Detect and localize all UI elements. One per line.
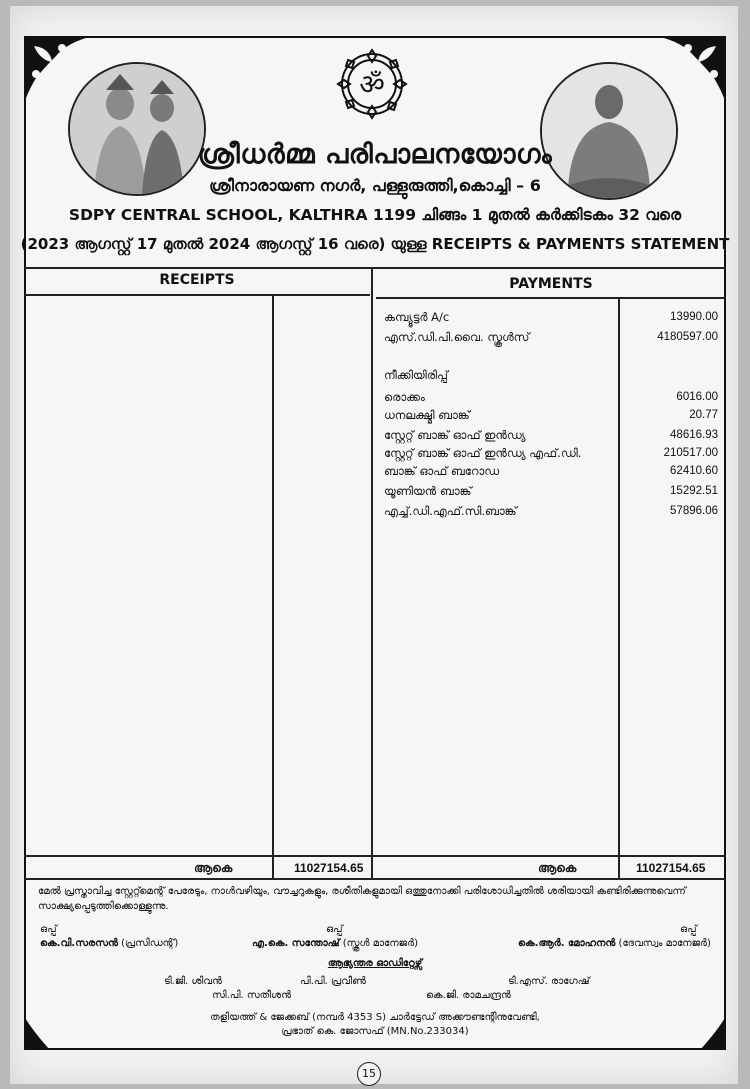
payment-row — [384, 368, 720, 386]
auditor-name: സി.പി. സതീശൻ — [212, 990, 292, 1001]
signature-mark: ഒപ്പ് — [680, 924, 697, 935]
payment-row — [384, 428, 720, 446]
signatory-president — [40, 938, 178, 949]
receipts-header-rule — [24, 294, 370, 296]
signatory-name: കെ.വി.സരസൻ — [40, 938, 118, 949]
payment-row — [384, 484, 720, 502]
payment-amount: 20.77 — [689, 409, 718, 421]
certification-text: മേൽ പ്രസ്താവിച്ച സ്റ്റേറ്റ്മെന്റ് പേരേടും, നാൾവഴിയും, വൗച്ചറുകളും, രശീതികളുമായി ഒത്തുനോക്കി പരിശോധിച്ചതിൽ ശരിയായി കണ്ടിരിക്കുന്നുവെന്ന് സാക്ഷ്യപ്പെടുത്തിക്കൊള്ളുന്നു. — [38, 886, 686, 912]
signature-mark: ഒപ്പ് — [326, 924, 343, 935]
receipts-total-label: ആകെ — [194, 861, 233, 875]
payment-amount: 62410.60 — [670, 465, 718, 477]
receipts-amount-divider — [272, 295, 274, 879]
payment-label: യൂണിയൻ ബാങ്ക് — [384, 484, 472, 498]
auditor-name: ടി.ജി. ശിവൻ — [164, 976, 222, 987]
om-emblem-icon — [332, 44, 412, 124]
internal-auditors-title: ആഭ്യന്തര ഓഡിറ്റേഴ്സ് — [327, 958, 423, 969]
payment-amount: 4180597.00 — [657, 331, 718, 343]
payment-label: സ്റ്റേറ്റ് ബാങ്ക് ഓഫ് ഇൻഡ്യ എഫ്.ഡി. — [384, 446, 582, 460]
payment-amount: 13990.00 — [670, 311, 718, 323]
payment-row — [384, 390, 720, 408]
table-top-rule — [24, 267, 726, 269]
statement-title-line-2: (2023 ആഗസ്റ്റ് 17 മുതൽ 2024 ആഗസ്റ്റ് 16 വരെ) യുള്ള RECEIPTS & PAYMENTS STATEMENT — [20, 235, 730, 253]
statement-title-line-1: SDPY CENTRAL SCHOOL, KALTHRA 1199 ചിങ്ങം 1 മുതൽ കർക്കിടകം 32 വരെ — [68, 206, 682, 224]
total-bottom-rule — [24, 878, 726, 880]
signatory-role: (ദേവസ്വം മാനേജർ) — [618, 938, 711, 949]
payment-amount: 48616.93 — [670, 429, 718, 441]
payment-row — [384, 464, 720, 482]
payments-header-rule — [376, 297, 726, 299]
payment-label: കമ്പ്യൂട്ടർ A/c — [384, 310, 450, 324]
payments-heading: PAYMENTS — [509, 276, 593, 292]
svg-text:ॐ: ॐ — [359, 68, 385, 101]
chartered-accountant-name: പ്രഭാത് കെ. ജോസഫ് (MN.No.233034) — [281, 1026, 469, 1037]
payment-section-label: നീക്കിയിരിപ്പ് — [384, 368, 448, 382]
payments-total-amount: 11027154.65 — [636, 861, 706, 875]
payment-row — [384, 408, 720, 426]
payments-total-label: ആകെ — [538, 861, 577, 875]
organization-address: ശ്രീനാരായണ നഗർ, പള്ളുരുത്തി,കൊച്ചി – 6 — [209, 176, 541, 195]
auditor-name: ടി.എസ്. രാഗേഷ് — [508, 976, 590, 987]
signatory-school-manager — [252, 938, 418, 949]
corner-ornament-top-right-icon — [664, 38, 724, 98]
payment-label: ബാങ്ക് ഓഫ് ബറോഡ — [384, 464, 500, 478]
payment-row — [384, 504, 720, 522]
receipts-heading: RECEIPTS — [159, 272, 235, 288]
total-top-rule — [24, 855, 726, 857]
corner-ornament-top-left-icon — [26, 38, 86, 98]
payment-row — [384, 330, 720, 348]
payment-row — [384, 446, 720, 464]
signatory-devaswom-manager — [518, 938, 711, 949]
payment-amount: 15292.51 — [670, 485, 718, 497]
signatory-role: (സ്കൂൾ മാനേജർ) — [342, 938, 418, 949]
payment-label: സ്റ്റേറ്റ് ബാങ്ക് ഓഫ് ഇൻഡ്യ — [384, 428, 526, 442]
page-number: 15 — [357, 1062, 381, 1086]
payment-label: എസ്.ഡി.പി.വൈ. സ്കൂൾസ് — [384, 330, 530, 344]
payment-label: രൊക്കം — [384, 390, 425, 404]
signatory-name: കെ.ആർ. മോഹനൻ — [518, 938, 616, 949]
payment-label: എച്ച്.ഡി.എഫ്.സി.ബാങ്ക് — [384, 504, 517, 518]
organization-name: ശ്രീധർമ്മ പരിപാലനയോഗം — [197, 139, 553, 170]
chartered-accountant-firm: തളിയത്ത് & ജേക്കബ് (നമ്പർ 4353 S) ചാർട്ടേഡ് അക്കൗണ്ടന്റിനുവേണ്ടി, — [210, 1012, 540, 1023]
payment-amount: 210517.00 — [663, 447, 718, 459]
receipts-total-amount: 11027154.65 — [294, 861, 364, 875]
signatory-name: എ.കെ. സന്തോഷ് — [252, 938, 340, 949]
signature-mark: ഒപ്പ് — [40, 924, 57, 935]
payment-amount: 6016.00 — [676, 391, 718, 403]
payment-amount: 57896.06 — [670, 505, 718, 517]
payment-row — [384, 310, 720, 328]
signatory-role: (പ്രസിഡന്റ്) — [121, 938, 179, 949]
payment-label: ധനലക്ഷ്മി ബാങ്ക് — [384, 408, 470, 422]
auditor-name: കെ.ജി. രാമചന്ദ്രൻ — [426, 990, 511, 1001]
center-divider — [371, 267, 373, 879]
auditor-name: പി.പി. പ്രവീൺ — [300, 976, 367, 987]
